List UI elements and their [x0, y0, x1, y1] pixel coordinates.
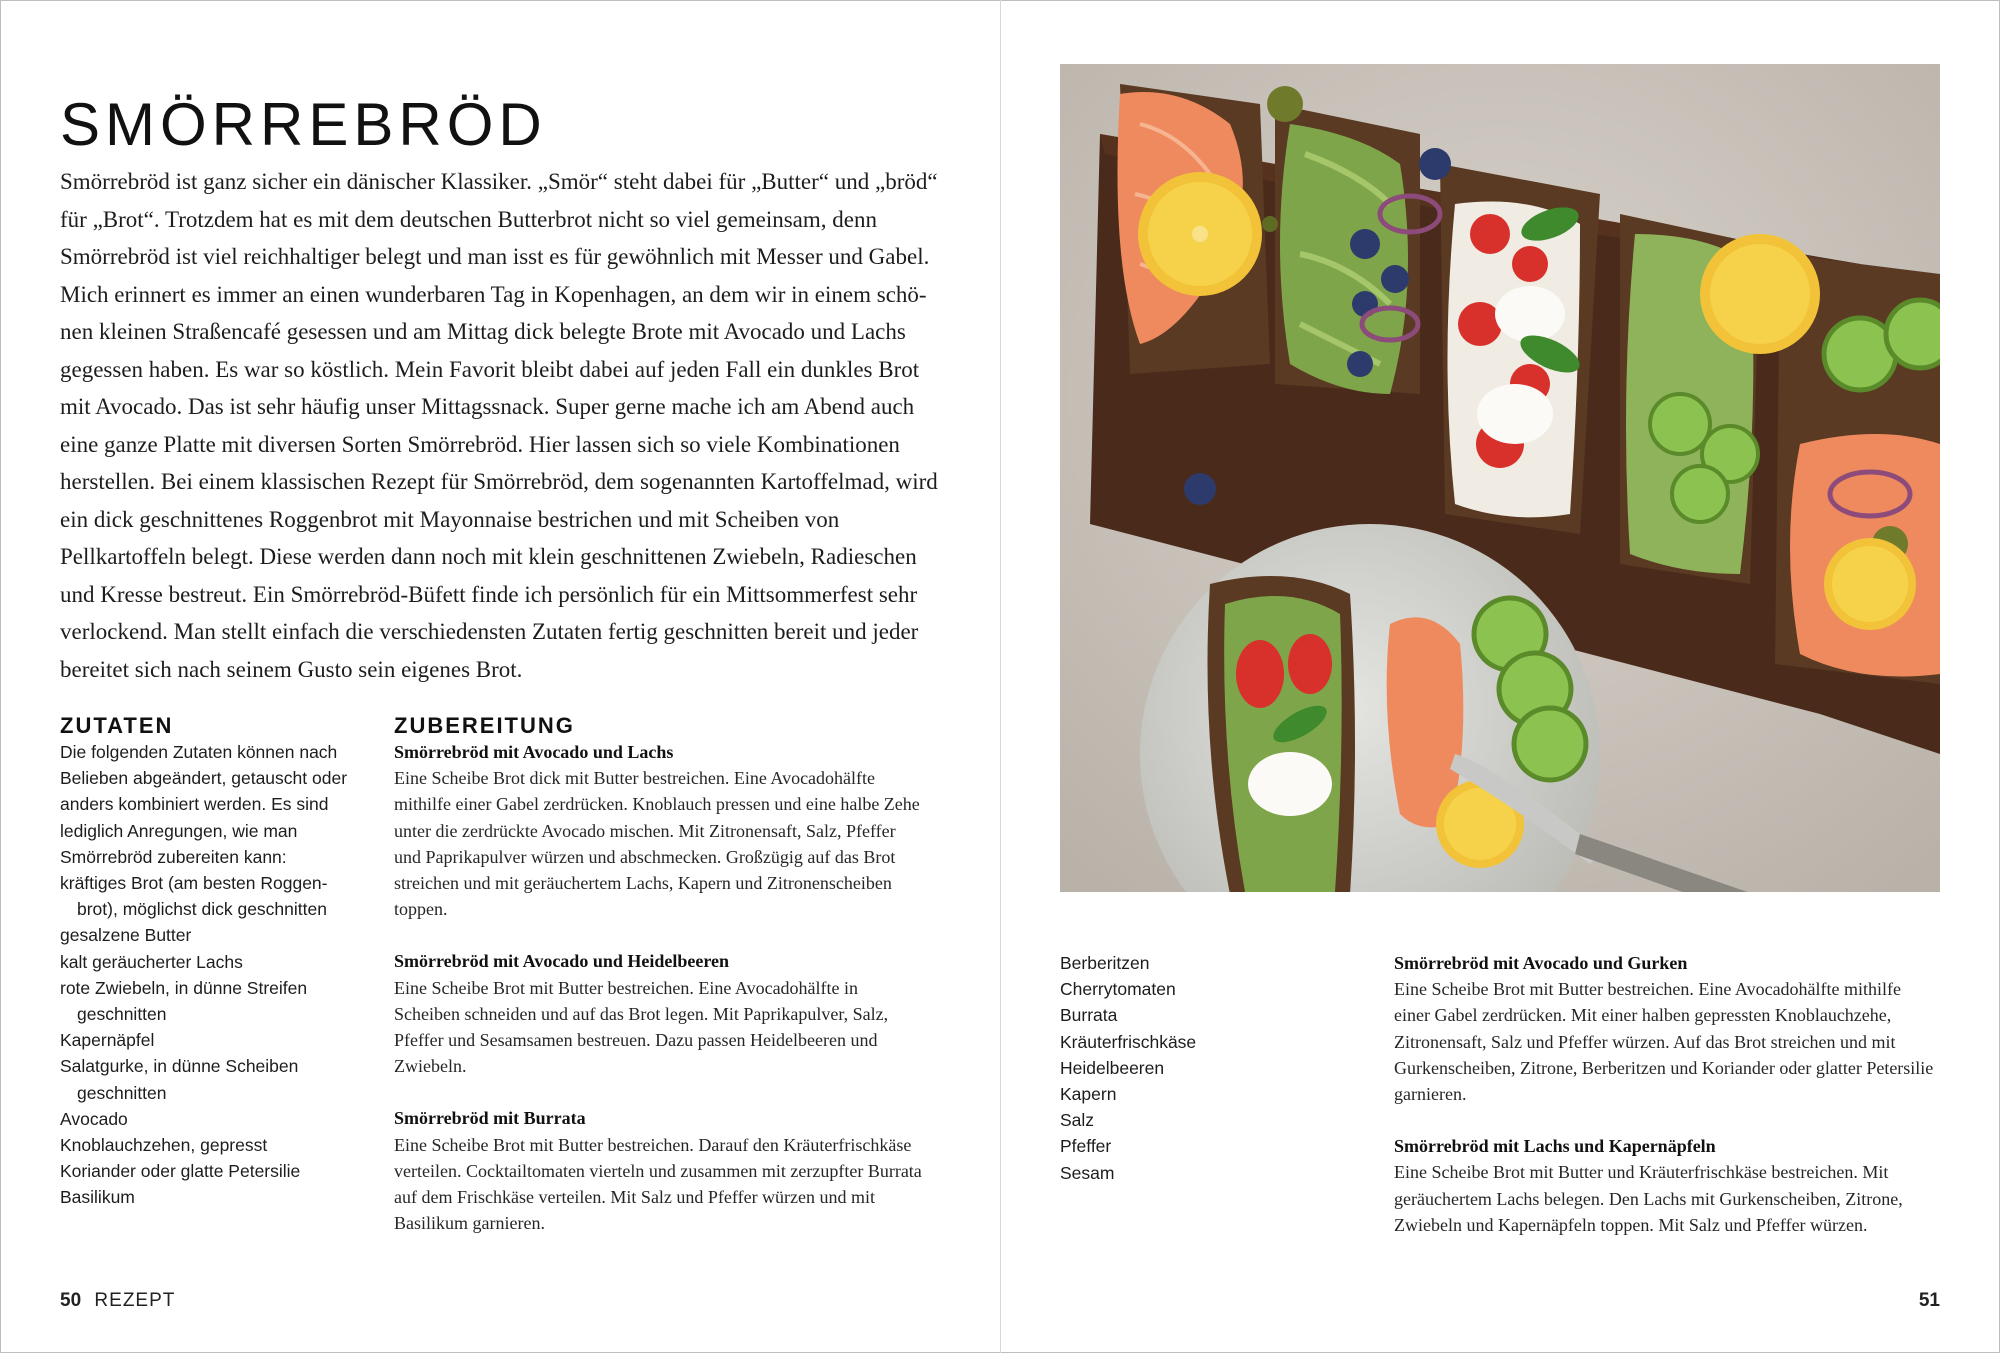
preparation-section: [394, 713, 924, 1262]
ingredients-intro: Die folgenden Zutaten können nach Belieben abgeändert, getauscht oder anders kombiniert werden. Es sind lediglich Anregungen, wie man Smörrebröd zubereiten kann:: [60, 742, 348, 867]
recipe-text: Eine Scheibe Brot mit Butter bestreichen. Darauf den Kräuterfrischkäse verteilen. Cocktailtomaten vierteln und zusammen mit zerzupfter Burrata auf dem Frischkäse verteilen. Mit Salz und Pfeffer würzen und mit Basilikum garnieren.: [394, 1134, 922, 1234]
ingredient-item: Sesam: [1060, 1162, 1115, 1183]
ingredients-list: [60, 870, 360, 1211]
ingredient-item: gesalzene Butter: [60, 925, 192, 946]
recipe-text: Eine Scheibe Brot mit Butter bestreichen. Eine Avocadohälfte in Scheiben schneiden und auf das Brot legen. Mit Paprikapulver, Salz, Pfeffer und Sesamsamen bestreuen. Dazu passen Heidelbeeren und Zwiebeln.: [394, 977, 889, 1077]
ingredient-item: Kapern: [1060, 1084, 1117, 1105]
ingredient-item: Salz: [1060, 1110, 1095, 1131]
ingredient-item: Cherrytomaten: [1060, 979, 1176, 1000]
ingredient-item: kalt geräucherter Lachs: [60, 951, 243, 972]
smorrebrod-photo: [1060, 64, 1940, 892]
page-title: SMÖRREBRÖD: [60, 91, 547, 159]
recipe-title: Smörrebröd mit Lachs und Kapernäpfeln: [1394, 1136, 1716, 1157]
page-number-left: 50: [60, 1290, 82, 1311]
preparation-heading: ZUBEREITUNG: [394, 713, 575, 738]
recipe-avocado-heidelbeeren: [394, 948, 924, 1079]
ingredients-section: [60, 713, 360, 1211]
recipe-burrata: [394, 1105, 924, 1236]
ingredients-list-continued: [1060, 950, 1360, 1186]
page-number-right: 51: [1918, 1290, 1940, 1311]
ingredient-item: Heidelbeeren: [1060, 1057, 1165, 1078]
footer-left: [60, 1290, 175, 1312]
recipe-text: Eine Scheibe Brot mit Butter bestreichen. Eine Avocadohälfte mithilfe einer Gabel zerdrücken. Mit einer halben gepressten Knoblauchzehe, Zitronensaft, Salz und Pfeffer würzen. Auf das Brot streichen und mit Gurkenscheiben, Zitrone, Berberitzen und Koriander oder glatter Petersilie garnieren.: [1394, 979, 1934, 1105]
recipe-title: Smörrebröd mit Avocado und Heidelbeeren: [394, 951, 729, 972]
ingredient-item: kräftiges Brot (am besten Roggenbrot), möglichst dick geschnitten: [60, 873, 328, 920]
ingredient-item: Kapernäpfel: [60, 1030, 155, 1051]
intro-paragraph: Smörrebröd ist ganz sicher ein dänischer Klassiker. „Smör“ steht dabei für „Butter“ und „bröd“ für „Brot“. Trotzdem hat es mit dem deutschen Butterbrot nicht so viel gemeinsam, denn Smörrebröd ist viel reichhaltiger belegt und man isst es für gewöhnlich mit Messer und Gabel. Mich erinnert es immer an einen wunderbaren Tag in Kopenhagen, an dem wir in einem schönen kleinen Straßencafé gesessen und am Mittag dick belegte Brote mit Avocado und Lachs gegessen haben. Es war so köstlich. Mein Favorit bleibt dabei auf jeden Fall ein dunkles Brot mit Avocado. Das ist sehr häufig unser Mittagssnack. Super gerne mache ich am Abend auch eine ganze Platte mit diversen Sorten Smörrebröd. Hier lassen sich so viele Kombinationen herstellen. Bei einem klassischen Rezept für Smörrebröd, dem sogenannten Kartoffelmad, wird ein dick geschnittenes Roggenbrot mit Mayonnaise bestrichen und mit Scheiben von Pellkartoffeln belegt. Diese werden dann noch mit klein geschnittenen Zwiebeln, Radieschen und Kresse bestreut. Ein Smörrebröd-Büfett finde ich persönlich für ein Mittsommerfest sehr verlockend. Man stellt einfach die verschiedensten Zutaten fertig geschnitten bereit und jeder bereitet sich nach seinem Gusto sein eigenes Brot.: [60, 169, 938, 682]
recipe-lachs-kapernaepfel: [1394, 1133, 1940, 1238]
ingredient-item: Pfeffer: [1060, 1136, 1112, 1157]
section-label: REZEPT: [94, 1290, 176, 1311]
preparation-continued: [1394, 950, 1940, 1264]
recipe-avocado-gurken: [1394, 950, 1940, 1107]
recipe-avocado-lachs: [394, 739, 924, 922]
ingredients-heading: ZUTATEN: [60, 713, 174, 738]
ingredient-item: Burrata: [1060, 1005, 1118, 1026]
ingredients-continued: [1060, 950, 1360, 1186]
recipe-title: Smörrebröd mit Avocado und Gurken: [1394, 953, 1688, 973]
ingredient-item: Berberitzen: [1060, 953, 1150, 973]
ingredient-item: Koriander oder glatte Petersilie: [60, 1161, 301, 1182]
ingredient-item: Basilikum: [60, 1187, 135, 1208]
recipe-text: Eine Scheibe Brot dick mit Butter bestreichen. Eine Avocadohälfte mithilfe einer Gabel zerdrücken. Knoblauch pressen und eine halbe Zehe unter die zerdrückte Avocado mischen. Mit Zitronensaft, Salz, Pfeffer und Paprikapulver würzen und abschmecken. Großzügig auf das Brot streichen und mit geräuchertem Lachs, Kapern und Zitronenscheiben toppen.: [394, 768, 920, 920]
recipe-title: Smörrebröd mit Burrata: [394, 1108, 586, 1129]
ingredient-item: Knoblauchzehen, gepresst: [60, 1135, 268, 1156]
recipe-title: Smörrebröd mit Avocado und Lachs: [394, 742, 674, 762]
ingredient-item: rote Zwiebeln, in dünne Streifen geschnitten: [60, 977, 308, 1025]
ingredient-item: Salatgurke, in dünne Scheiben geschnitten: [60, 1056, 299, 1103]
ingredient-item: Avocado: [60, 1108, 128, 1129]
book-gutter: [1000, 0, 1001, 1353]
ingredient-item: Kräuterfrischkäse: [1060, 1031, 1197, 1052]
recipe-text: Eine Scheibe Brot mit Butter und Kräuterfrischkäse bestreichen. Mit geräuchertem Lachs belegen. Den Lachs mit Gurkenscheiben, Zitrone, Zwiebeln und Kapernäpfeln toppen. Mit Salz und Pfeffer würzen.: [1394, 1162, 1903, 1235]
